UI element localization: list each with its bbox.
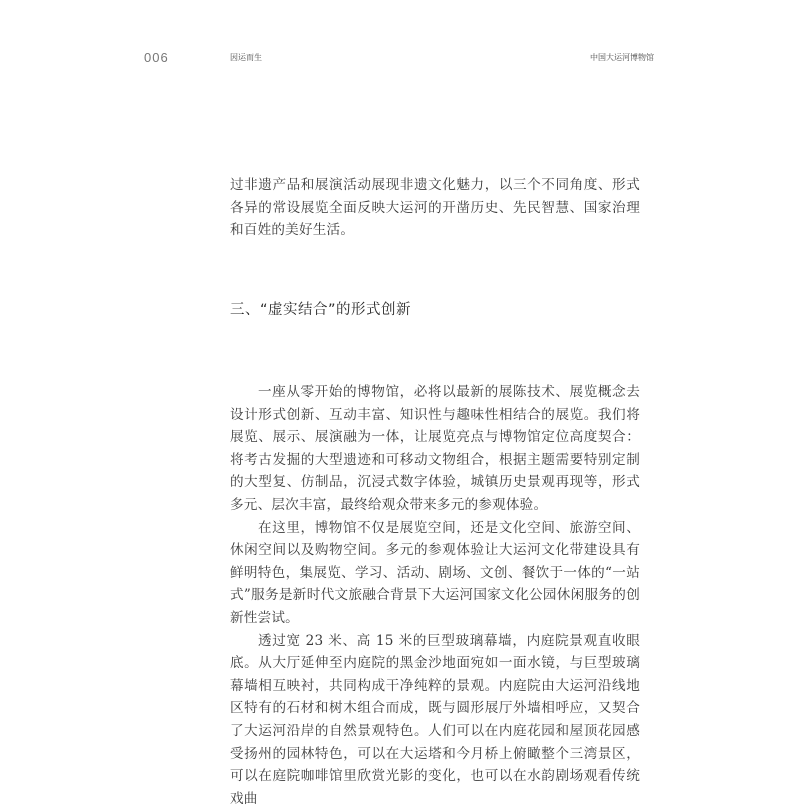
running-header xyxy=(0,50,800,66)
body-paragraph-1: 一座从零开始的博物馆，必将以最新的展陈技术、展览概念去设计形式创新、互动丰富、知识性与趣味性相结合的展览。我们将展览、展示、展演融为一体，让展览亮点与博物馆定位高度契合：将考古发掘的大型遗迹和可移动文物组合，根据主题需要特别定制的大型复、仿制品，沉浸式数字体验，城镇历史景观再现等，形式多元、层次丰富，最终给观众带来多元的参观体验。 xyxy=(230,384,640,513)
intro-paragraph: 过非遗产品和展演活动展现非遗文化魅力，以三个不同角度、形式各异的常设展览全面反映大运河的开凿历史、先民智慧、国家治理和百姓的美好生活。 xyxy=(230,177,640,239)
section-heading: 三、“虚实结合”的形式创新 xyxy=(230,302,412,318)
running-header-section: 因运而生 xyxy=(230,53,262,62)
section-body xyxy=(230,381,640,810)
body-paragraph-2: 在这里，博物馆不仅是展览空间，还是文化空间、旅游空间、休闲空间以及购物空间。多元的参观体验让大运河文化带建设具有鲜明特色，集展览、学习、活动、剧场、文创、餐饮于一体的“一站式”服务是新时代文旅融合背景下大运河国家文化公园休闲服务的创新性尝试。 xyxy=(230,519,640,626)
page-number: 006 xyxy=(144,50,169,65)
intro-block xyxy=(230,174,640,242)
body-paragraph-3: 透过宽 23 米、高 15 米的巨型玻璃幕墙，内庭院景观直收眼底。从大厅延伸至内庭院的黑金沙地面宛如一面水镜，与巨型玻璃幕墙相互映衬，共同构成干净纯粹的景观。内庭院由大运河沿线地区特有的石材和树木组合而成，既与圆形展厅外墙相呼应，又契合了大运河沿岸的自然景观特色。人们可以在内庭花园和屋顶花园感受扬州的园林特色，可以在大运塔和今月桥上俯瞰整个三湾景区，可以在庭院咖啡馆里欣赏光影的变化，也可以在水韵剧场观看传统戏曲 xyxy=(230,632,640,807)
running-header-book-title: 中国大运河博物馆 xyxy=(590,53,654,62)
